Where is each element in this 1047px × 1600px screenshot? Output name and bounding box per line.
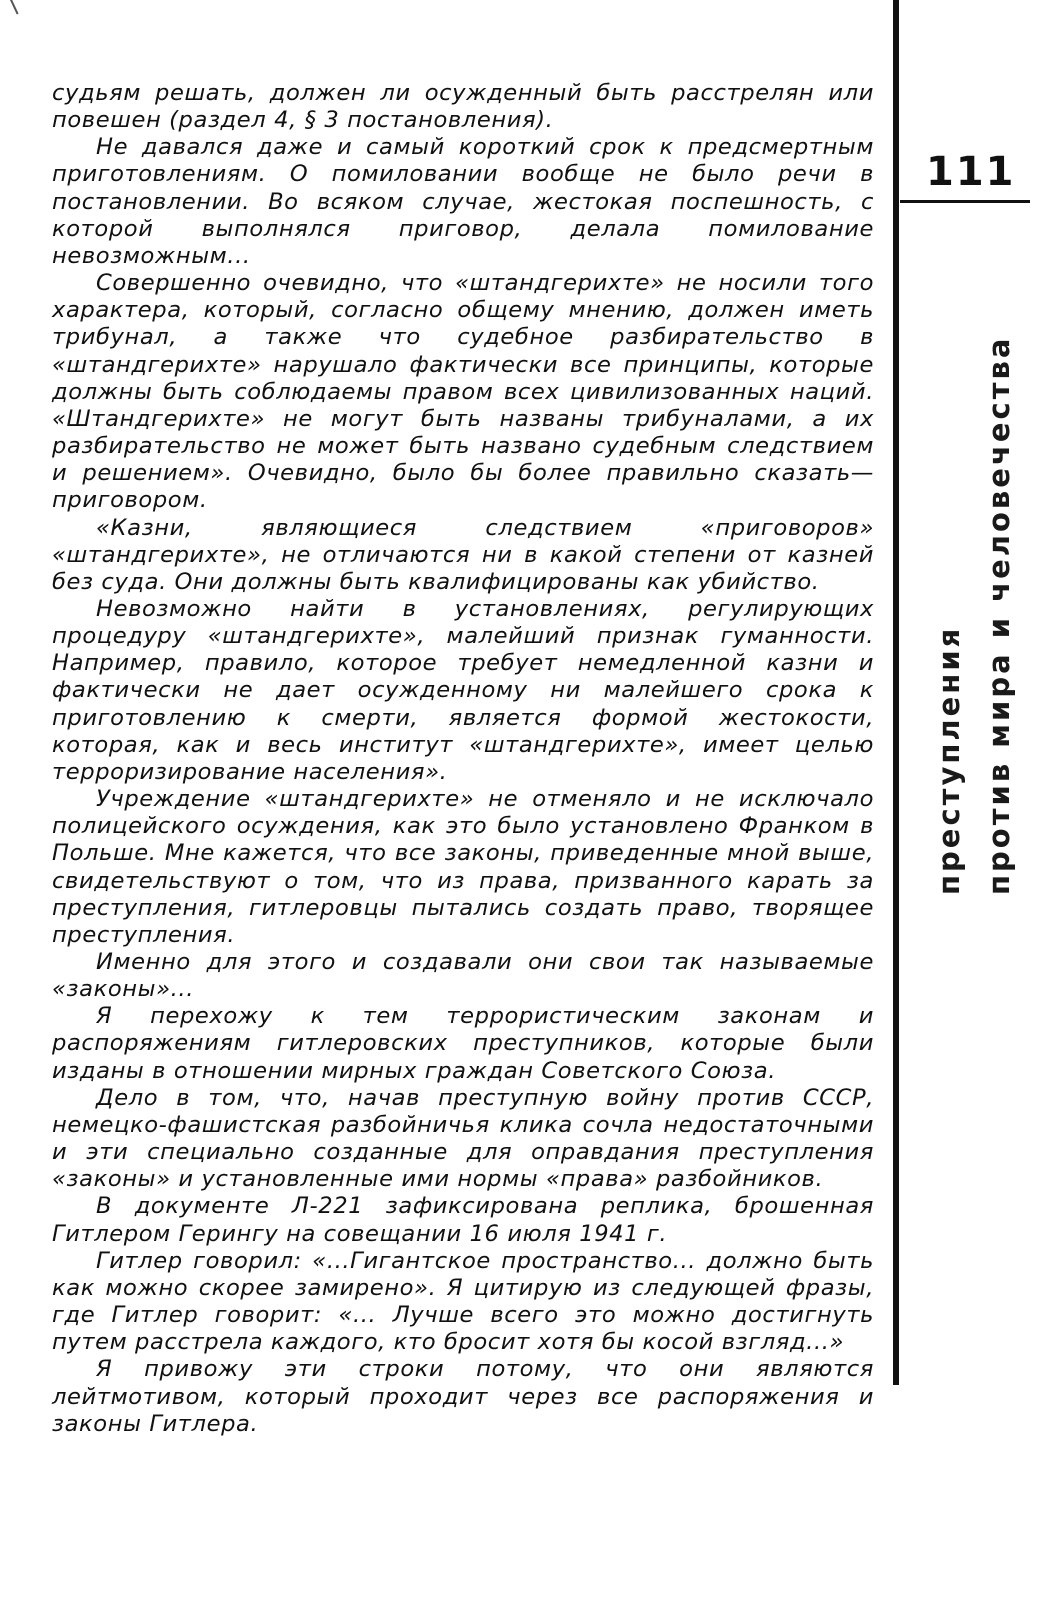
paragraph: Я привожу эти строки потому, что они являются лейтмотивом, который проходит через все распоряжения и законы Гитлера. [52,1356,874,1437]
paragraph: Не давался даже и самый короткий срок к предсмертным приготовлениям. О помиловании вообще не было речи в постановлении. Во всяком случае, жестокая поспешность, с которой выполнялся приговор, делала помилование невозможным... [52,134,874,269]
margin-rule [893,0,899,1385]
paragraph: Совершенно очевидно, что «штандгерихте» не носили того характера, который, согласно общему мнению, должен иметь трибунал, а также что судебное разбирательство в «штандгерихте» нарушало фактически все принципы, которые должны быть соблюдаемы правом всех цивилизованных наций. «Штандгерихте» не могут быть названы трибуналами, а их разбирательство не может быть названо судебным следствием и решением». Очевидно, было бы более правильно сказать— приговором. [52,270,874,514]
paragraph: Я перехожу к тем террористическим законам и распоряжениям гитлеровских преступников, которые были изданы в отношении мирных граждан Советского Союза. [52,1003,874,1084]
body-text [52,80,874,1438]
paragraph: В документе Л-221 зафиксирована реплика, брошенная Гитлером Герингу на совещании 16 июля 1941 г. [52,1193,874,1247]
paragraph: Гитлер говорил: «...Гигантское пространство... должно быть как можно скорее замирено». Я цитирую из следующей фразы, где Гитлер говорит: «... Лучше всего это можно достигнуть путем расстрела каждого, кто бросит хотя бы косой взгляд...» [52,1247,874,1356]
paragraph: Невозможно найти в установлениях, регулирующих процедуру «штандгерихте», малейший признак гуманности. Например, правило, которое требует немедленной казни и фактически не дает осужденному ни малейшего срока к приготовлению к смерти, является формой жестокости, которая, как и весь институт «штандгерихте», имеет целью терроризирование населения». [52,595,874,785]
paragraph: судьям решать, должен ли осужденный быть расстрелян или повешен (раздел 4, § 3 постановления). [52,80,874,134]
page-number-rule [900,200,1030,203]
paragraph: Именно для этого и создавали они свои так называемые «законы»... [52,949,874,1003]
paragraph: Дело в том, что, начав преступную войну против СССР, немецко-фашистская разбойничья клика сочла недостаточными и эти специально созданные для оправдания преступления «законы» и установленные ими нормы «права» разбойников. [52,1084,874,1193]
running-title [932,215,1027,895]
paragraph: «Казни, являющиеся следствием «приговоров» «штандгерихте», не отличаются ни в какой степени от казней без суда. Они должны быть квалифицированы как убийство. [52,514,874,595]
page-number: 111 [926,149,1016,195]
scan-mark [10,0,19,15]
paragraph: Учреждение «штандгерихте» не отменяло и не исключало полицейского осуждения, как это было установлено Франком в Польше. Мне кажется, что все законы, приведенные мной выше, свидетельствуют о том, что из права, призванного карать за преступления, гитлеровцы пытались создать право, творящее преступления. [52,786,874,948]
running-title-line: преступления [932,625,966,895]
running-title-line: против мира и человечества [982,335,1016,895]
